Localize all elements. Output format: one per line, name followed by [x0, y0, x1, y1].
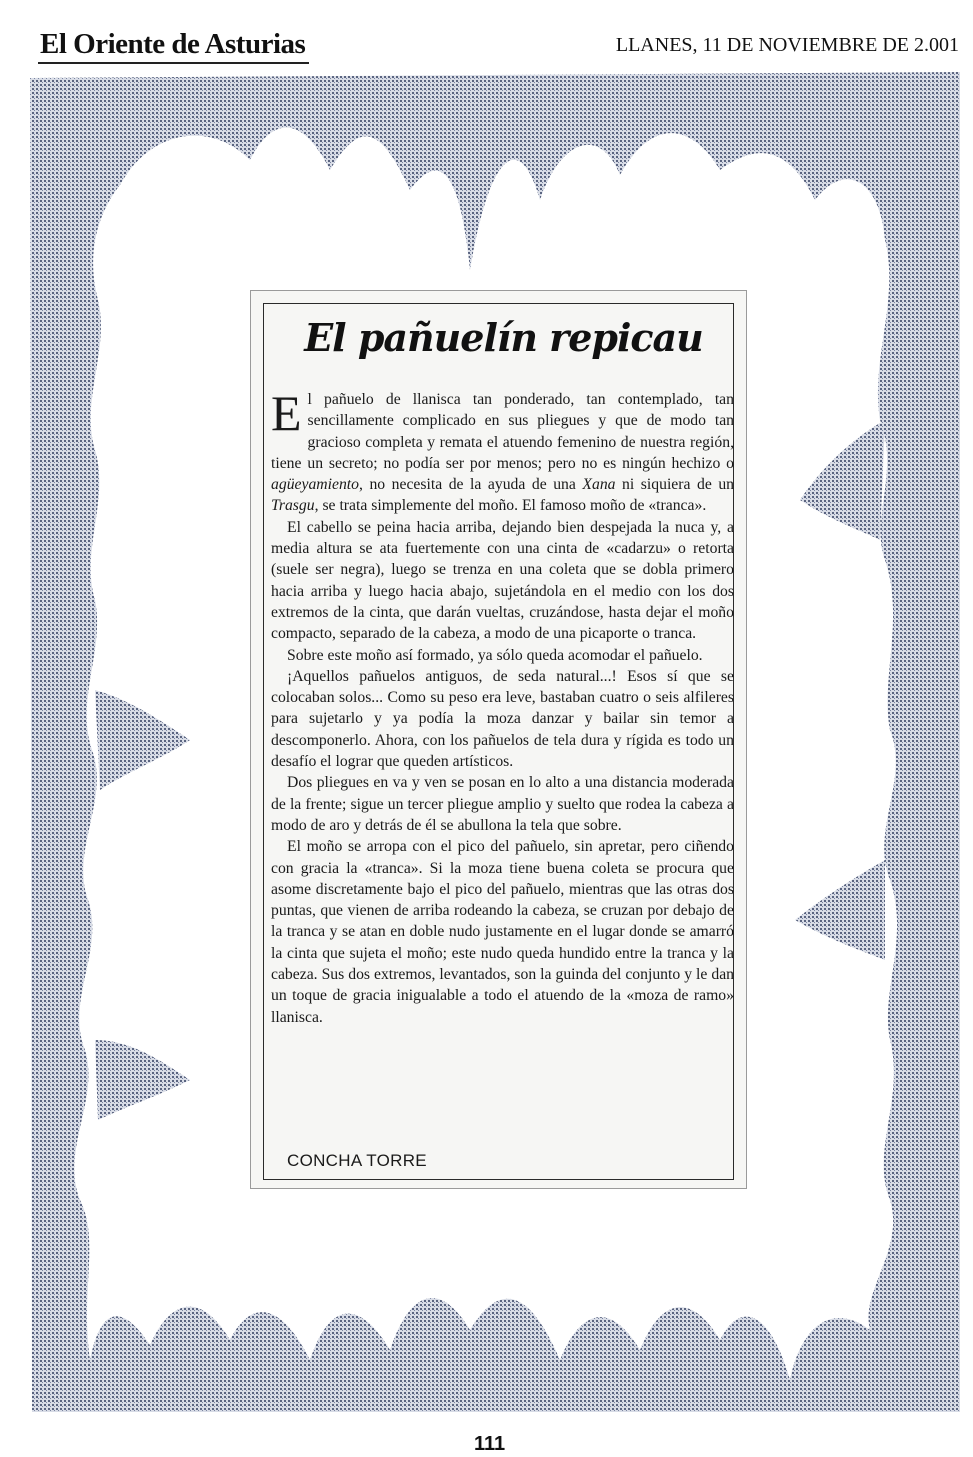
page-number: 111 [474, 1433, 506, 1455]
paragraph-2: El cabello se peina hacia arriba, dejando bien despejada la nuca y, a media altura se ata fuertemente con una cinta de «cadarzu» o retorta (suele ser negra), luego se trenza en una coleta que se dobla primero hacia arriba y luego hacia abajo, sujetándola en el medio con los dos extremos de la cinta, que darán vueltas, cruzándose, hasta dejar el moño compacto, separado de la cabeza, a modo de una picaporte o tranca. [271, 518, 734, 643]
newspaper-masthead: El Oriente de Asturias [38, 28, 309, 64]
article-clipping [250, 290, 747, 1189]
drop-cap: E [271, 385, 302, 441]
article-byline: CONCHA TORRE [287, 1151, 427, 1170]
article-title: El pañuelín repicau [304, 315, 703, 360]
paragraph-3: Sobre este moño así formado, ya sólo queda acomodar el pañuelo. [287, 646, 703, 664]
paragraph-4: ¡Aquellos pañuelos antiguos, de seda natural...! Esos sí que se colocaban solos... Como su peso era leve, bastaban cuatro o seis alfileres para sujetarlo y ya podía la moza danzar y bailar sin temor a descomponerlo. Ahora, con los pañuelos de tela dura y rígida es todo un desafío el lograr que queden artísticos. [271, 667, 734, 771]
paragraph-6: El moño se arropa con el pico del pañuelo, sin apretar, pero ciñendo con gracia la «tranca». Si la moza tiene buena coleta se procura que asome discretamente bajo el pico del pañuelo, mientras que las otras dos puntas, que vienen de arriba rodeando la cabeza, se cruzan por debajo de la tranca y se atan en doble nudo justamente en el lugar donde se amarró la cinta que sujeta el moño; este nudo queda hundido entre la tranca y la cabeza. Sus dos extremos, levantados, son la guinda del conjunto y le dan un toque de gracia inigualable a todo el atuendo de la «moza de ramo» llanisca. [271, 838, 734, 1026]
paragraph-5: Dos pliegues en va y ven se posan en lo alto a una distancia moderada de la frente; sigue un tercer pliegue amplio y suelto que rodea la cabeza a modo de aro y detrás de él se abullona la tela que sobre. [271, 774, 734, 834]
frame-flame-left-1 [95, 690, 190, 790]
frame-flame-left-2 [95, 1040, 190, 1120]
frame-flame-right-2 [795, 860, 885, 960]
paragraph-1: El pañuelo de llanisca tan ponderado, tan contemplado, tan sencillamente complicado en sus pliegues y que de modo tan gracioso completa y remata el atuendo femenino de nuestra región, tiene un secreto; no podía ser por menos; pero no es ningún hechizo o agüeyamiento, no necesita de la ayuda de una Xana ni siquiera de un Trasgu, se trata simplemente del moño. El famoso moño de «tranca». [271, 385, 735, 515]
frame-flame-right-1 [800, 420, 885, 540]
article-body [271, 385, 735, 1028]
dateline: LLANES, 11 DE NOVIEMBRE DE 2.001 [615, 34, 959, 56]
